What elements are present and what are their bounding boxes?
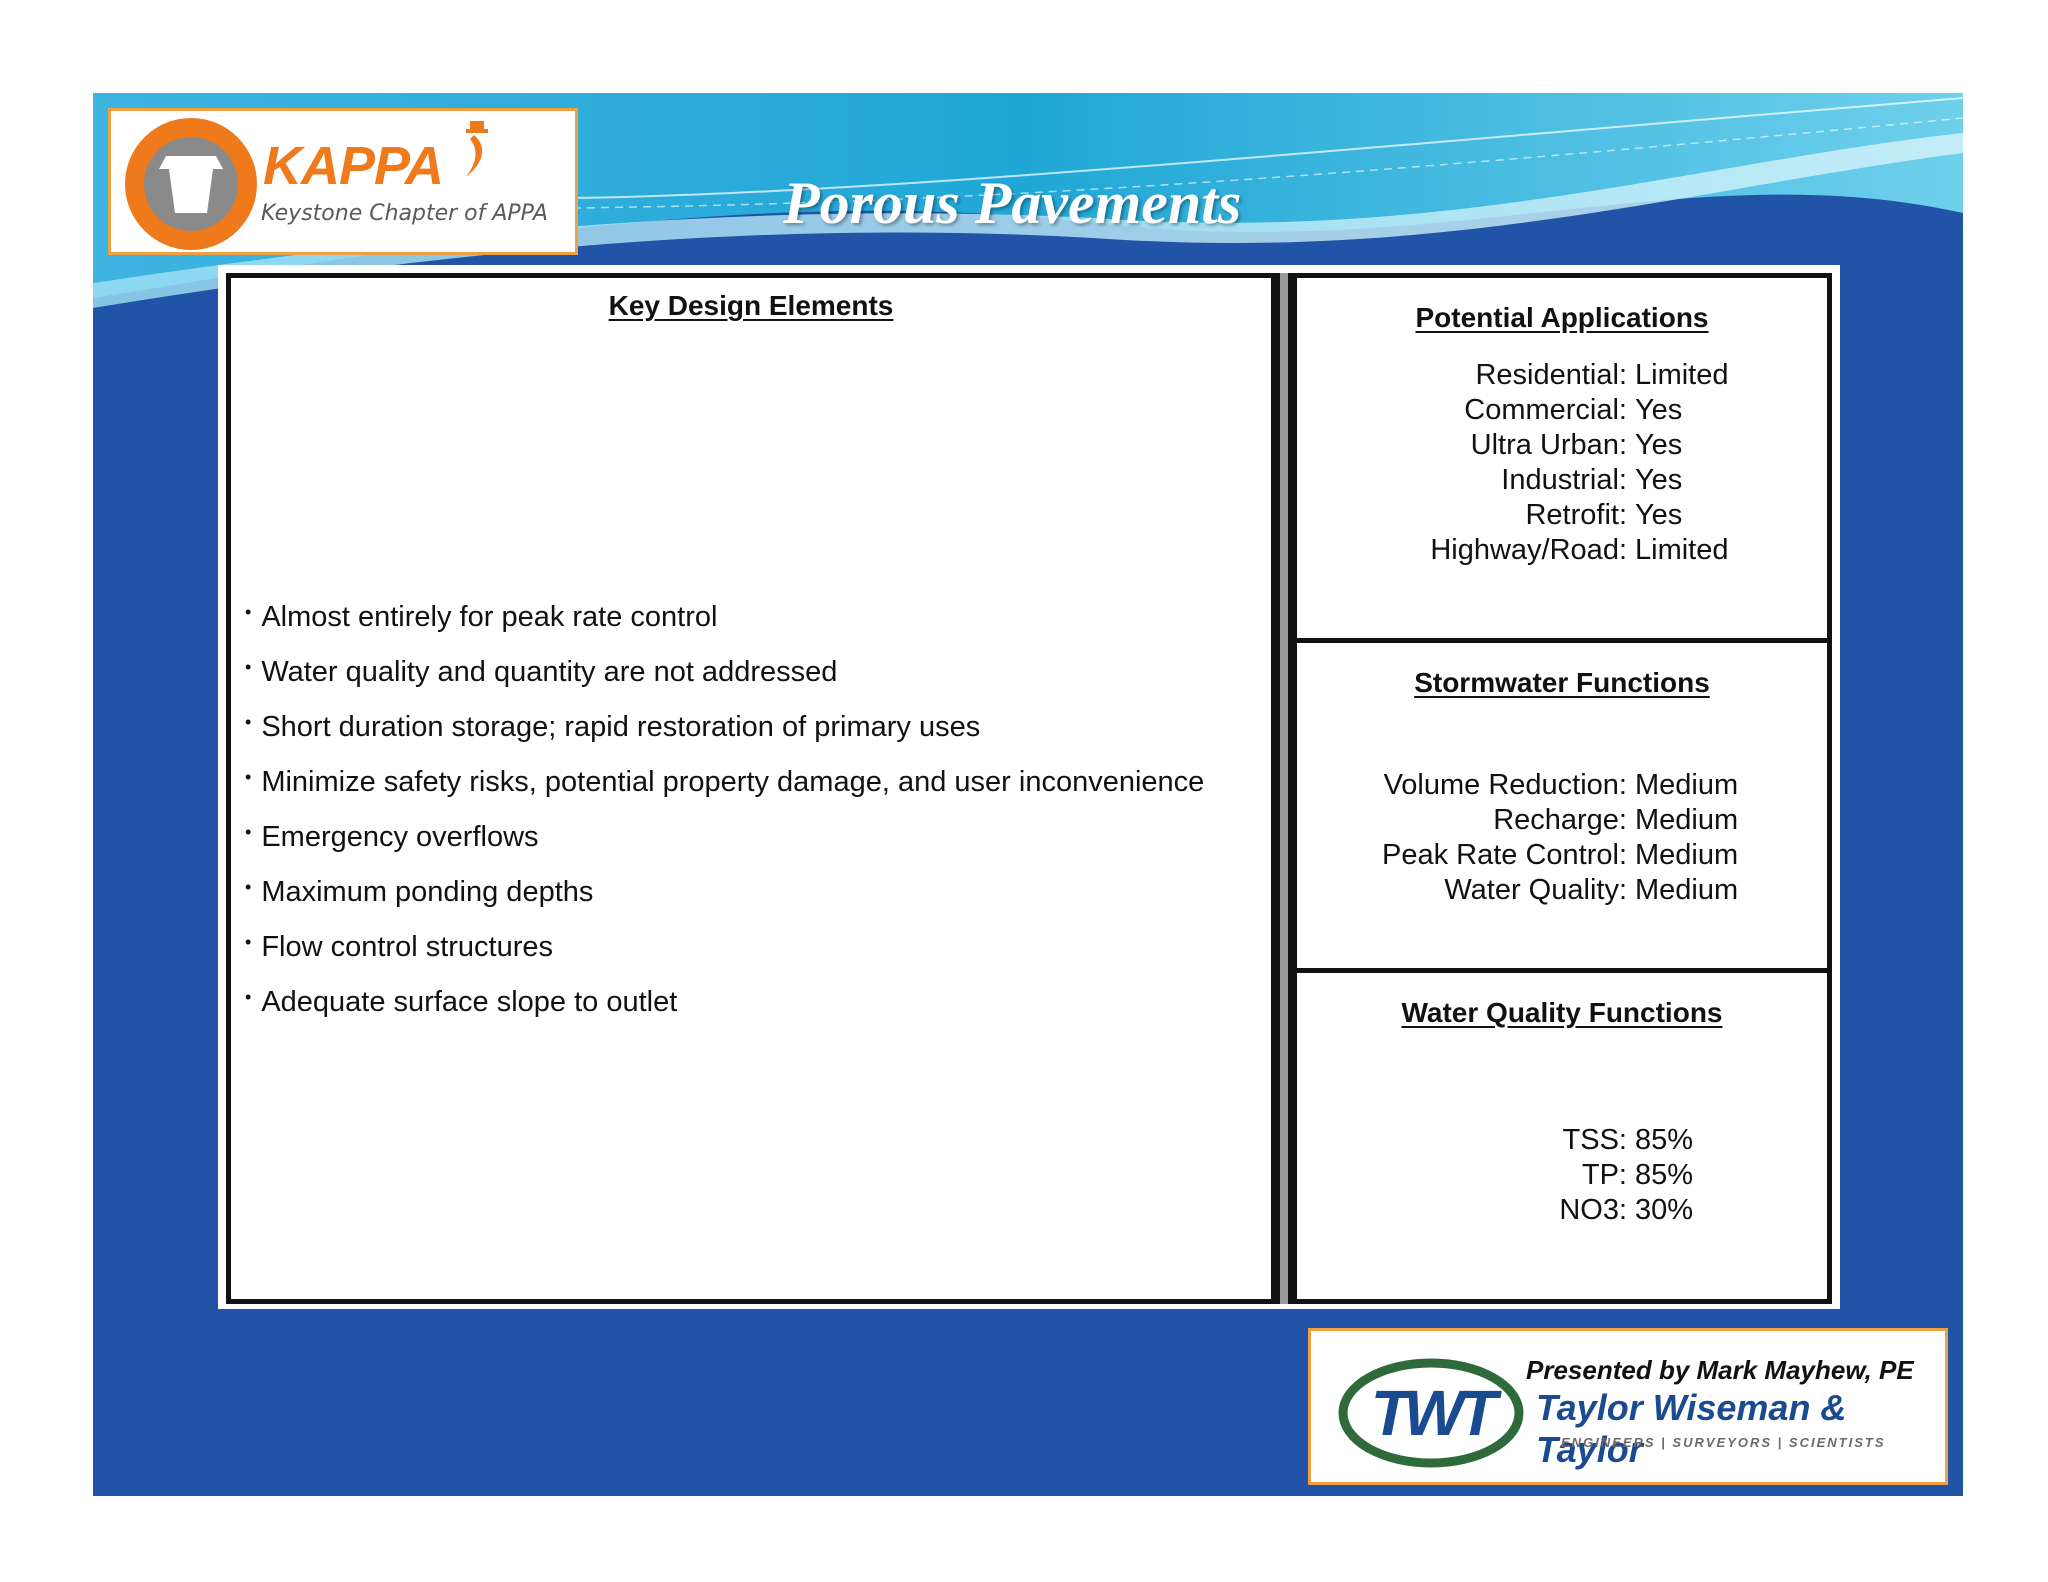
- row-label: Industrial:: [1501, 464, 1627, 496]
- potential-applications-panel: [1292, 273, 1832, 643]
- bullet-text: Almost entirely for peak rate control: [261, 601, 718, 633]
- list-item: [1342, 838, 1738, 873]
- key-design-elements-heading: Key Design Elements: [608, 290, 894, 321]
- row-value: Medium: [1635, 769, 1739, 801]
- row-label: Recharge:: [1493, 804, 1627, 836]
- company-tagline: ENGINEERS | SURVEYORS | SCIENTISTS: [1561, 1435, 1886, 1450]
- row-value: 30%: [1635, 1194, 1694, 1226]
- row-value: 85%: [1635, 1159, 1694, 1191]
- kappa-logo-name: KAPPA: [263, 136, 444, 196]
- row-label: Water Quality:: [1444, 874, 1627, 906]
- list-item: [245, 593, 1205, 636]
- row-label: Volume Reduction:: [1383, 769, 1627, 801]
- content-frame: [218, 265, 1840, 1309]
- row-value: Yes: [1635, 429, 1683, 461]
- bullet-text: Maximum ponding depths: [261, 876, 594, 908]
- water-quality-functions-list: [1457, 1123, 1693, 1228]
- row-value: 85%: [1635, 1124, 1694, 1156]
- bullet-icon: •: [245, 602, 252, 622]
- list-item: [1397, 393, 1729, 428]
- list-item: [245, 758, 1205, 801]
- list-item: [1397, 498, 1729, 533]
- list-item: [1457, 1158, 1693, 1193]
- bullet-icon: •: [245, 657, 252, 677]
- bullet-text: Short duration storage; rapid restoration of primary uses: [261, 711, 981, 743]
- kappa-logo: [108, 108, 578, 255]
- row-label: Highway/Road:: [1430, 534, 1627, 566]
- row-value: Limited: [1635, 359, 1729, 391]
- bullet-text: Emergency overflows: [261, 821, 539, 853]
- key-design-elements-panel: [226, 273, 1276, 1304]
- row-value: Medium: [1635, 874, 1739, 906]
- slide-title: Porous Pavements: [783, 170, 1242, 236]
- row-label: Retrofit:: [1525, 499, 1627, 531]
- list-item: [1397, 358, 1729, 393]
- bullet-icon: •: [245, 932, 252, 952]
- bullet-text: Water quality and quantity are not addressed: [261, 656, 838, 688]
- list-item: [245, 703, 1205, 746]
- slide: [93, 93, 1963, 1496]
- list-item: [1457, 1193, 1693, 1228]
- list-item: [245, 648, 1205, 691]
- row-value: Limited: [1635, 534, 1729, 566]
- potential-applications-heading: Potential Applications: [1415, 302, 1709, 333]
- key-design-bullet-list: [245, 593, 1205, 1033]
- stormwater-functions-list: [1342, 768, 1738, 908]
- torch-icon: [456, 121, 496, 181]
- presenter-text: Presented by Mark Mayhew, PE: [1526, 1355, 1914, 1385]
- row-value: Medium: [1635, 839, 1739, 871]
- company-name: Taylor Wiseman & Taylor: [1536, 1387, 1847, 1470]
- bullet-icon: •: [245, 712, 252, 732]
- bullet-icon: •: [245, 767, 252, 787]
- bullet-text: Adequate surface slope to outlet: [261, 986, 678, 1018]
- list-item: [1397, 533, 1729, 568]
- list-item: [1342, 768, 1738, 803]
- row-label: TP:: [1581, 1159, 1627, 1191]
- row-label: NO3:: [1559, 1194, 1627, 1226]
- stormwater-functions-panel: [1292, 638, 1832, 973]
- panel-divider: [1276, 273, 1292, 1304]
- list-item: [1342, 873, 1738, 908]
- bullet-icon: •: [245, 822, 252, 842]
- bullet-icon: •: [245, 877, 252, 897]
- list-item: [1397, 428, 1729, 463]
- list-item: [245, 868, 1205, 911]
- bullet-icon: •: [245, 987, 252, 1007]
- list-item: [1457, 1123, 1693, 1158]
- water-quality-functions-heading: Water Quality Functions: [1401, 997, 1723, 1028]
- row-label: Residential:: [1475, 359, 1627, 391]
- row-label: Commercial:: [1464, 394, 1627, 426]
- row-value: Medium: [1635, 804, 1739, 836]
- keystone-icon: [111, 111, 261, 258]
- list-item: [245, 813, 1205, 856]
- stormwater-functions-heading: Stormwater Functions: [1414, 667, 1710, 698]
- list-item: [1397, 463, 1729, 498]
- row-label: TSS:: [1562, 1124, 1627, 1156]
- row-value: Yes: [1635, 394, 1683, 426]
- row-label: Ultra Urban:: [1470, 429, 1627, 461]
- list-item: [245, 923, 1205, 966]
- water-quality-functions-panel: [1292, 968, 1832, 1304]
- twt-logo: [1308, 1328, 1948, 1485]
- kappa-logo-subtitle: Keystone Chapter of APPA: [261, 201, 548, 226]
- svg-text:TWT: TWT: [1370, 1377, 1492, 1449]
- list-item: [245, 978, 1205, 1021]
- list-item: [1342, 803, 1738, 838]
- row-value: Yes: [1635, 464, 1683, 496]
- twt-logo-icon: [1331, 1331, 1531, 1481]
- row-label: Peak Rate Control:: [1381, 839, 1627, 871]
- bullet-text: Flow control structures: [261, 931, 554, 963]
- bullet-text: Minimize safety risks, potential property damage, and user inconvenience: [261, 766, 1205, 798]
- potential-applications-list: [1397, 358, 1729, 568]
- row-value: Yes: [1635, 499, 1683, 531]
